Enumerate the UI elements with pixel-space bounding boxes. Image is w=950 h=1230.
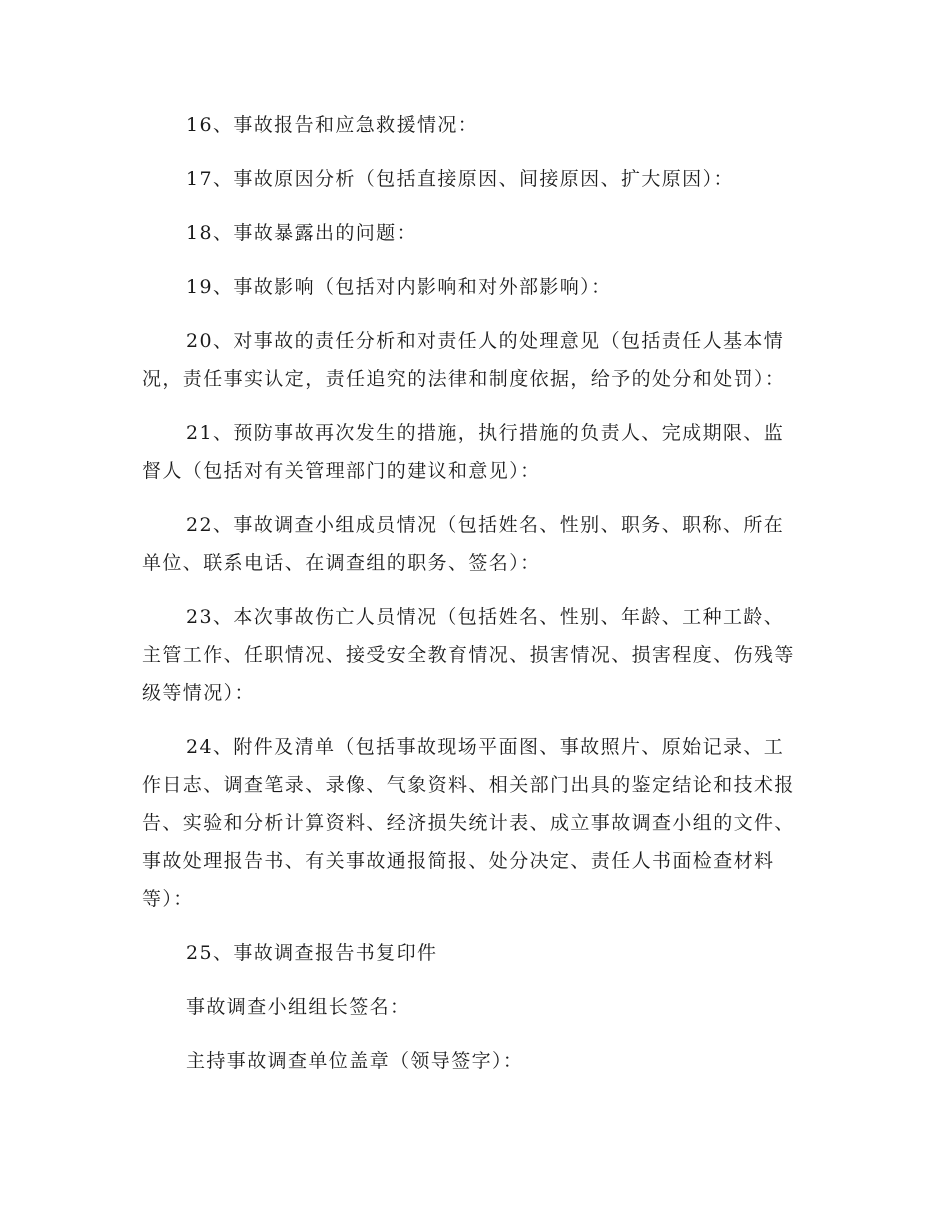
item-19-accident-impact: 19、事故影响（包括对内影响和对外部影响）：: [186, 276, 612, 298]
item-21-prevention-measures: 21、预防事故再次发生的措施，执行措施的负责人、完成期限、监督人（包括对有关管理部门的建议和意见）：: [142, 422, 785, 482]
item-18-exposed-problems: 18、事故暴露出的问题：: [186, 222, 417, 244]
item-17-cause-analysis: 17、事故原因分析（包括直接原因、间接原因、扩大原因）：: [186, 168, 734, 190]
item-16-report-and-rescue: 16、事故报告和应急救援情况：: [186, 114, 479, 136]
document-body: [142, 106, 796, 1096]
team-leader-signature-line: 事故调查小组组长签名：: [186, 996, 411, 1018]
item-23-casualties: 23、本次事故伤亡人员情况（包括姓名、性别、年龄、工种工龄、主管工作、任职情况、接受安全教育情况、损害情况、损害程度、伤残等级等情况）：: [142, 606, 795, 704]
item-25-report-copy: 25、事故调查报告书复印件: [186, 942, 438, 964]
item-20-responsibility-analysis: 20、对事故的责任分析和对责任人的处理意见（包括责任人基本情况，责任事实认定，责任追究的法律和制度依据，给予的处分和处罚）：: [142, 330, 786, 390]
unit-seal-line: 主持事故调查单位盖章（领导签字）：: [186, 1050, 524, 1072]
item-22-investigation-team: 22、事故调查小组成员情况（包括姓名、性别、职务、职称、所在单位、联系电话、在调查组的职务、签名）：: [142, 514, 785, 574]
item-24-attachments: 24、附件及清单（包括事故现场平面图、事故照片、原始记录、工作日志、调查笔录、录像、气象资料、相关部门出具的鉴定结论和技术报告、实验和分析计算资料、经济损失统计表、成立事故调查小组的文件、事故处理报告书、有关事故通报简报、处分决定、责任人书面检查材料等）：: [142, 736, 795, 910]
